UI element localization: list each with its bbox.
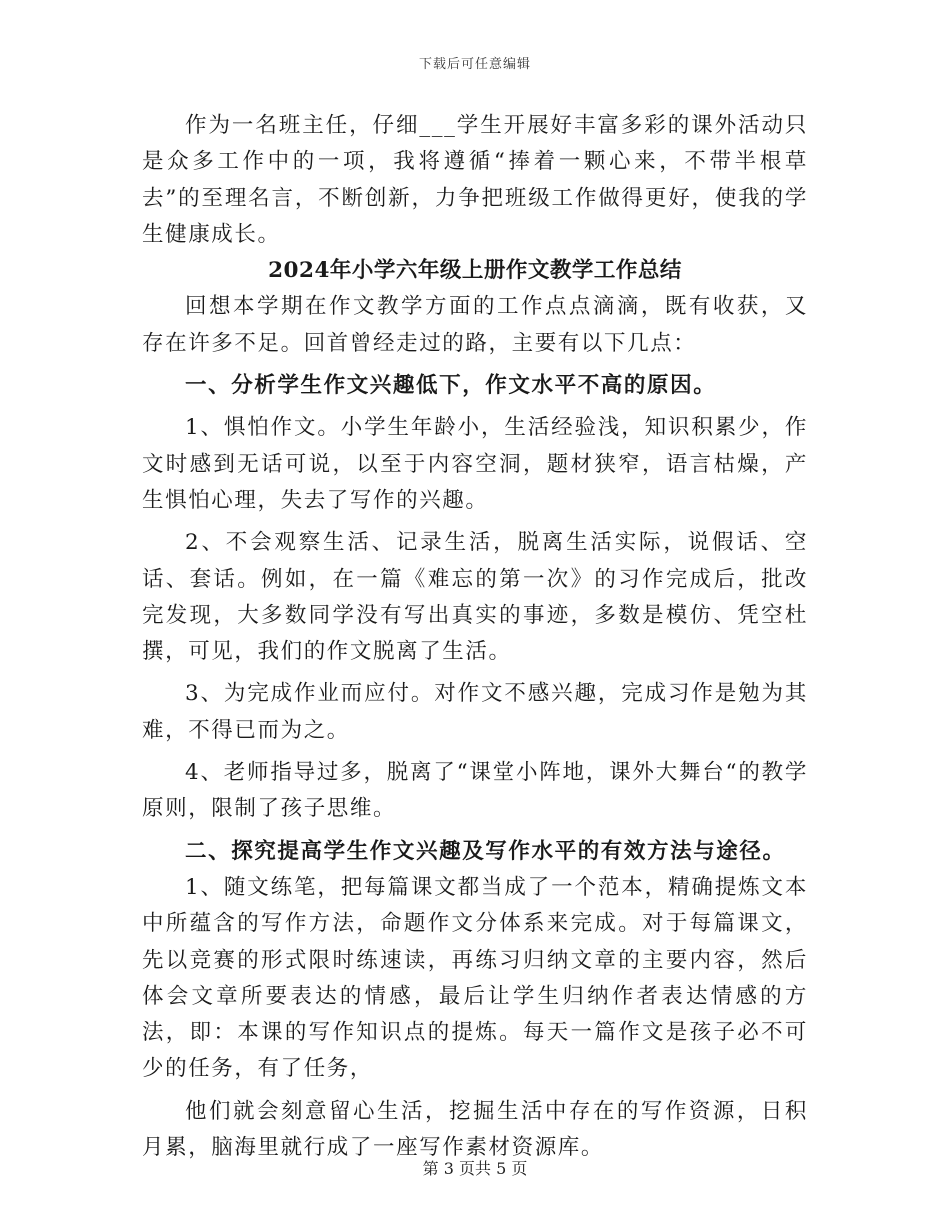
document-title: 2024年小学六年级上册作文教学工作总结 xyxy=(268,258,682,284)
page-header: 下载后可任意编辑 xyxy=(418,57,531,72)
paragraph-point-4: 4、老师指导过多，脱离了“课堂小阵地，课外大舞台“的教学原则，限制了孩子思维。 xyxy=(142,760,808,822)
section-heading-1: 一、分析学生作文兴趣低下，作文水平不高的原因。 xyxy=(185,373,717,399)
paragraph-point-3: 3、为完成作业而应付。对作文不感兴趣，完成习作是勉为其难，不得已而为之。 xyxy=(142,681,808,743)
paragraph-point-1: 1、惧怕作文。小学生年龄小，生活经验浅，知识积累少，作文时感到无话可说，以至于内容空洞，题材狭窄，语言枯燥，产生惧怕心理，失去了写作的兴趣。 xyxy=(142,415,808,513)
paragraph-intro: 作为一名班主任，仔细___学生开展好丰富多彩的课外活动只是众多工作中的一项，我将遵循“捧着一颗心来，不带半根草去”的至理名言，不断创新，力争把班级工作做得更好，使我的学生健康成长。 xyxy=(142,113,808,247)
page-number: 第 3 页共 5 页 xyxy=(422,1159,528,1178)
paragraph-method-1: 1、随文练笔，把每篇课文都当成了一个范本，精确提炼文本中所蕴含的写作方法，命题作文分体系来完成。对于每篇课文，先以竞赛的形式限时练速读，再练习归纳文章的主要内容，然后体会文章所要表达的情感，最后让学生归纳作者表达情感的方法，即：本课的写作知识点的提炼。每天一篇作文是孩子必不可少的任务，有了任务， xyxy=(142,874,808,1082)
document-body xyxy=(142,108,808,1166)
section-heading-2: 二、探究提高学生作文兴趣及写作水平的有效方法与途径。 xyxy=(185,838,786,864)
paragraph-method-1-continued: 他们就会刻意留心生活，挖掘生活中存在的写作资源，日积月累，脑海里就行成了一座写作素材资源库。 xyxy=(142,1098,808,1161)
paragraph-reflection: 回想本学期在作文教学方面的工作点点滴滴，既有收获，又存在许多不足。回首曾经走过的路，主要有以下几点： xyxy=(142,294,808,356)
paragraph-point-2: 2、不会观察生活、记录生活，脱离生活实际，说假话、空话、套话。例如，在一篇《难忘的第一次》的习作完成后，批改完发现，大多数同学没有写出真实的事迹，多数是模仿、凭空杜撰，可见，我们的作文脱离了生活。 xyxy=(142,530,808,665)
